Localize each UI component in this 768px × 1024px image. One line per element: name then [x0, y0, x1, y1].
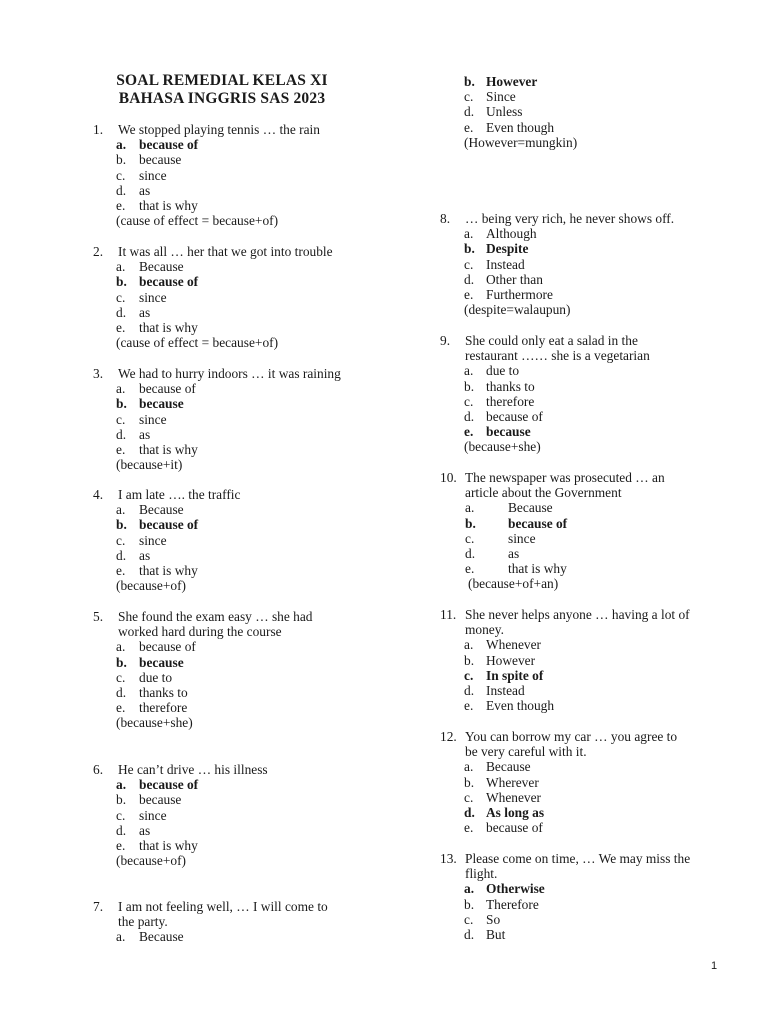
option-letter: e. [116, 700, 126, 716]
question-6 [93, 762, 268, 868]
option-text: Although [486, 226, 537, 242]
answer-option [464, 653, 690, 668]
answer-option [464, 287, 674, 302]
option-letter: c. [116, 669, 126, 685]
option-letter: e. [464, 698, 474, 714]
question-8 [440, 211, 674, 317]
option-text: because of [486, 409, 543, 425]
option-text: because of [139, 517, 199, 533]
question-number: 6. [93, 762, 104, 777]
answer-option [464, 897, 690, 912]
question-stem-line: money. [465, 622, 504, 638]
answer-option-correct [116, 777, 268, 792]
answer-note: (because+of) [116, 578, 187, 594]
question-number: 11. [440, 607, 457, 622]
question-10 [440, 470, 665, 592]
option-text: because of [139, 381, 196, 397]
answer-option [464, 120, 577, 135]
answer-option-correct [116, 137, 320, 152]
option-text: Unless [486, 104, 523, 120]
answer-option [464, 912, 690, 927]
option-letter: b. [464, 378, 475, 394]
answer-option [116, 533, 240, 548]
option-letter: e. [464, 424, 474, 440]
option-text: Otherwise [486, 881, 545, 897]
option-text: since [508, 530, 536, 546]
option-text: Because [139, 502, 184, 518]
answer-option-correct [440, 516, 665, 531]
question-number: 2. [93, 244, 104, 259]
option-letter: b. [116, 792, 127, 808]
question-number: 9. [440, 333, 451, 348]
option-letter: d. [465, 546, 476, 562]
option-text: as [139, 304, 151, 320]
question-13 [440, 851, 690, 942]
answer-option [116, 320, 333, 335]
page-number: 1 [711, 960, 718, 972]
answer-option [464, 790, 677, 805]
question-number: 7. [93, 899, 104, 914]
option-text: because of [139, 137, 199, 153]
option-text: since [139, 532, 167, 548]
option-letter: b. [116, 152, 127, 168]
question-12 [440, 729, 677, 835]
option-letter: a. [116, 777, 127, 793]
answer-option [116, 442, 341, 457]
answer-option-correct [116, 655, 313, 670]
option-text: that is why [139, 563, 198, 579]
question-1 [93, 122, 320, 228]
option-text: as [139, 182, 151, 198]
answer-option [116, 168, 320, 183]
question-stem-line: 2. It was all … her that we got into trouble [93, 244, 333, 259]
option-text: as [139, 822, 151, 838]
answer-option [116, 259, 333, 274]
answer-note: (However=mungkin) [464, 134, 578, 150]
question-stem-line: 5. She found the exam easy … she had [93, 609, 313, 624]
question-stem-line: 4. I am late …. the traffic [93, 487, 241, 502]
answer-option [464, 257, 674, 272]
question-number: 3. [93, 366, 104, 381]
answer-option [116, 685, 313, 700]
option-text: Furthermore [486, 287, 553, 303]
answer-note: (because+of) [116, 853, 187, 869]
question-number: 1. [93, 122, 104, 137]
option-text: Because [139, 259, 184, 275]
option-text: since [139, 807, 167, 823]
question-4 [93, 487, 240, 593]
answer-option [116, 502, 240, 517]
answer-note: (cause of effect = because+of) [116, 213, 279, 229]
option-text: But [486, 927, 506, 943]
option-text: as [508, 546, 520, 562]
answer-option [116, 412, 341, 427]
option-text: Whenever [486, 789, 542, 805]
option-text: because [139, 396, 184, 412]
answer-option [440, 561, 665, 576]
option-text: that is why [139, 838, 198, 854]
answer-option [116, 700, 313, 715]
option-letter: a. [116, 929, 126, 945]
option-text: In spite of [486, 667, 544, 683]
answer-option [116, 152, 320, 167]
answer-option [116, 548, 240, 563]
option-text: Instead [486, 683, 525, 699]
answer-option [464, 775, 677, 790]
option-text: due to [139, 669, 173, 685]
option-text: thanks to [486, 378, 535, 394]
answer-option-correct [116, 274, 333, 289]
question-9 [440, 333, 650, 455]
option-text: therefore [139, 700, 188, 716]
answer-option [116, 198, 320, 213]
question-stem-line: 12. You can borrow my car … you agree to [440, 729, 678, 744]
option-letter: d. [116, 304, 127, 320]
answer-option-correct [464, 74, 577, 89]
option-letter: b. [116, 274, 127, 290]
option-letter: a. [116, 639, 126, 655]
question-stem-line: 3. We had to hurry indoors … it was raining [93, 366, 341, 381]
option-letter: b. [464, 774, 475, 790]
option-text: Instead [486, 256, 525, 272]
question-stem-line: 11. She never helps anyone … having a lot of [440, 607, 690, 622]
option-letter: d. [464, 271, 475, 287]
option-letter: c. [464, 89, 474, 105]
answer-option [440, 546, 665, 561]
answer-option [116, 381, 341, 396]
option-letter: a. [116, 137, 127, 153]
option-letter: d. [116, 426, 127, 442]
option-text: due to [486, 363, 520, 379]
option-letter: a. [116, 259, 126, 275]
option-letter: a. [464, 881, 475, 897]
option-letter: e. [465, 561, 475, 577]
option-text: Whenever [486, 637, 542, 653]
option-letter: b. [465, 515, 476, 531]
option-text: that is why [139, 442, 198, 458]
answer-option [116, 838, 268, 853]
option-text: Because [508, 500, 553, 516]
option-text: since [139, 167, 167, 183]
option-letter: d. [116, 182, 127, 198]
answer-option [464, 394, 650, 409]
option-text: As long as [486, 805, 545, 821]
option-text: However [486, 652, 536, 668]
option-letter: d. [116, 547, 127, 563]
option-text: because of [508, 515, 568, 531]
question-stem-line: article about the Government [465, 485, 622, 501]
option-letter: d. [116, 685, 127, 701]
option-letter: b. [116, 517, 127, 533]
question-stem-line: 8. … being very rich, he never shows off. [440, 211, 675, 226]
question-number: 12. [440, 729, 457, 744]
option-text: Even though [486, 119, 555, 135]
option-letter: b. [464, 652, 475, 668]
answer-option [464, 379, 650, 394]
answer-option-correct [464, 241, 674, 256]
option-letter: c. [464, 789, 474, 805]
option-letter: b. [116, 396, 127, 412]
answer-option [464, 759, 677, 774]
question-number: 8. [440, 211, 451, 226]
option-letter: e. [116, 838, 126, 854]
option-letter: b. [464, 241, 475, 257]
answer-option [116, 183, 320, 198]
question-stem-line: be very careful with it. [465, 744, 587, 760]
option-text: Despite [486, 241, 529, 257]
question-number: 13. [440, 851, 457, 866]
option-letter: a. [464, 363, 474, 379]
question-stem-line: 7. I am not feeling well, … I will come to [93, 899, 328, 914]
option-text: since [139, 411, 167, 427]
option-letter: d. [464, 104, 475, 120]
option-text: because [139, 152, 182, 168]
option-text: However [486, 74, 538, 89]
option-text: So [486, 911, 501, 927]
option-text: Wherever [486, 774, 539, 790]
answer-note: (despite=walaupun) [464, 302, 571, 318]
option-letter: c. [116, 167, 126, 183]
option-text: as [139, 547, 151, 563]
answer-option [464, 89, 577, 104]
question-stem-line: 13. Please come on time, … We may miss the [440, 851, 691, 866]
question-5 [93, 609, 313, 731]
answer-note: (because+of+an) [468, 576, 559, 592]
option-text: thanks to [139, 685, 188, 701]
answer-option [464, 363, 650, 378]
option-letter: b. [116, 654, 127, 670]
option-text: that is why [508, 561, 567, 577]
answer-option [464, 820, 677, 835]
question-stem-line: restaurant …… she is a vegetarian [465, 348, 650, 364]
option-text: Since [486, 89, 516, 105]
option-letter: c. [464, 911, 474, 927]
option-letter: e. [464, 820, 474, 836]
question-number: 10. [440, 470, 457, 485]
option-letter: a. [464, 759, 474, 775]
option-letter: d. [464, 805, 475, 821]
answer-option [116, 427, 341, 442]
question-7-continued [440, 74, 577, 150]
question-stem-line: 10. The newspaper was prosecuted … an [440, 470, 665, 485]
question-number: 4. [93, 487, 104, 502]
answer-option [116, 563, 240, 578]
answer-option [116, 792, 268, 807]
document-title-line-1: SOAL REMEDIAL KELAS XI [116, 72, 328, 89]
option-letter: e. [464, 119, 474, 135]
option-letter: a. [464, 637, 474, 653]
question-7 [93, 899, 328, 945]
option-text: because [139, 792, 182, 808]
option-text: that is why [139, 198, 198, 214]
answer-note: (because+she) [464, 439, 541, 455]
option-text: Because [486, 759, 531, 775]
question-stem-line: the party. [118, 914, 168, 930]
option-letter: e. [116, 442, 126, 458]
question-stem-line: 6. He can’t drive … his illness [93, 762, 268, 777]
question-stem-line: 9. She could only eat a salad in the [440, 333, 638, 348]
answer-option [464, 683, 690, 698]
answer-option [116, 808, 268, 823]
option-letter: b. [464, 74, 475, 89]
option-text: because of [139, 274, 199, 290]
answer-option [464, 226, 674, 241]
option-text: because [486, 424, 531, 440]
answer-option [464, 698, 690, 713]
option-letter: c. [465, 530, 475, 546]
option-letter: a. [116, 502, 126, 518]
option-letter: e. [116, 563, 126, 579]
answer-option [464, 637, 690, 652]
option-letter: c. [116, 807, 126, 823]
option-letter: c. [464, 256, 474, 272]
document-title-line-2: BAHASA INGGRIS SAS 2023 [118, 90, 326, 107]
option-letter: e. [464, 287, 474, 303]
question-stem-line: worked hard during the course [118, 624, 282, 640]
option-text: Because [139, 929, 184, 945]
option-letter: c. [464, 393, 474, 409]
answer-note: (because+she) [116, 715, 193, 731]
answer-option [116, 290, 333, 305]
option-letter: d. [464, 927, 475, 943]
answer-option [440, 500, 665, 515]
answer-option [464, 927, 690, 942]
question-3 [93, 366, 341, 472]
option-text: because [139, 654, 184, 670]
answer-option [116, 823, 268, 838]
option-text: therefore [486, 393, 535, 409]
answer-option [116, 305, 333, 320]
option-letter: d. [464, 409, 475, 425]
answer-option [440, 531, 665, 546]
answer-option-correct [464, 668, 690, 683]
answer-note: (because+it) [116, 457, 183, 473]
question-2 [93, 244, 333, 350]
answer-option [464, 409, 650, 424]
answer-option [464, 104, 577, 119]
option-letter: e. [116, 320, 126, 336]
option-letter: a. [116, 381, 126, 397]
answer-option [116, 670, 313, 685]
question-11 [440, 607, 690, 713]
answer-note: (cause of effect = because+of) [116, 335, 279, 351]
answer-option-correct [116, 396, 341, 411]
question-stem-line: 1. We stopped playing tennis … the rain [93, 122, 320, 137]
option-text: Therefore [486, 896, 539, 912]
answer-option [116, 929, 328, 944]
question-number: 5. [93, 609, 104, 624]
question-stem-line: flight. [465, 866, 498, 882]
option-text: Even though [486, 698, 555, 714]
option-text: because of [486, 820, 543, 836]
answer-option-correct [464, 881, 690, 896]
answer-option [464, 272, 674, 287]
option-letter: d. [116, 822, 127, 838]
option-letter: a. [464, 226, 474, 242]
option-letter: b. [464, 896, 475, 912]
answer-option-correct [116, 517, 240, 532]
option-letter: a. [465, 500, 475, 516]
option-letter: e. [116, 198, 126, 214]
option-letter: c. [116, 289, 126, 305]
answer-option-correct [464, 805, 677, 820]
option-letter: c. [116, 532, 126, 548]
option-letter: d. [464, 683, 475, 699]
option-letter: c. [116, 411, 126, 427]
option-text: since [139, 289, 167, 305]
option-text: because of [139, 777, 199, 793]
option-text: Other than [486, 271, 543, 287]
answer-option-correct [464, 424, 650, 439]
option-text: because of [139, 639, 196, 655]
answer-option [116, 639, 313, 654]
option-letter: c. [464, 667, 474, 683]
option-text: that is why [139, 320, 198, 336]
option-text: as [139, 426, 151, 442]
